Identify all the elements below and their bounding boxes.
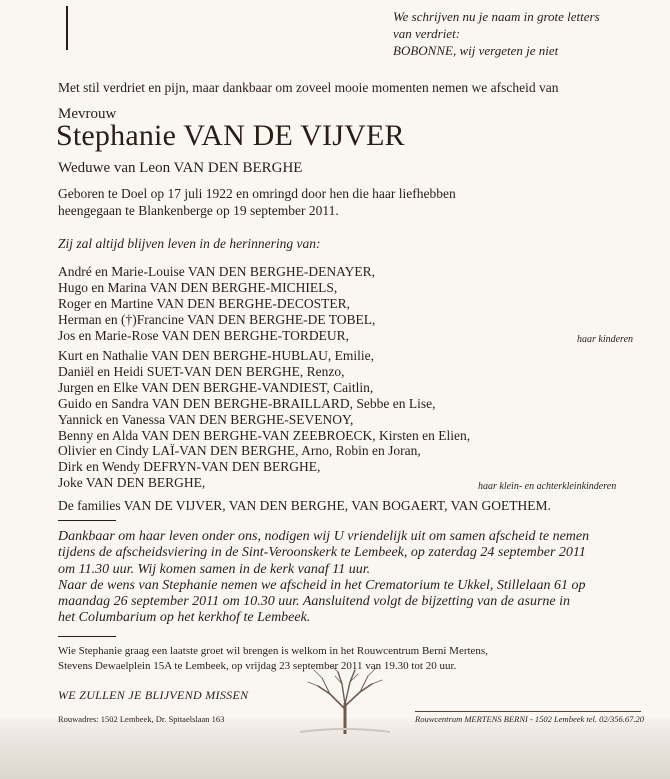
list-item: Hugo en Marina VAN DEN BERGHE-MICHIELS, [58,279,338,295]
poem-quote [393,8,600,59]
list-item: Roger en Martine VAN DEN BERGHE-DECOSTER, [58,295,350,311]
children-list [58,264,375,344]
ceremony-line: maandag 26 september 2011 om 10.30 uur. Aansluitend volgt de bijzetting van de asurne in [58,594,570,610]
birth-death-text [58,185,456,219]
visitation-text [58,644,488,673]
ceremony-line: Dankbaar om haar leven onder ons, nodigen wij U vriendelijk uit om samen afscheid te nemen [58,529,590,544]
deceased-name: Stephanie VAN DE VIJVER [56,119,405,152]
closing-line: WE ZULLEN JE BLIJVEND MISSEN [58,688,249,702]
families-line: De families VAN DE VIJVER, VAN DEN BERGHE, VAN BOGAERT, VAN GOETHEM. [58,498,551,513]
quote-line: van verdriet: [393,26,461,41]
divider [58,636,116,637]
list-item: Joke VAN DEN BERGHE, [58,475,206,491]
funeral-home-info: Rouwcentrum MERTENS BERNI - 1502 Lembeek tel. 02/356.67.20 [415,714,644,724]
list-item: Olivier en Cindy LAÏ-VAN DEN BERGHE, Arno, Robin en Joran, [58,443,421,459]
born-line: heengegaan te Blankenberge op 19 september 2011. [58,203,339,218]
list-item: Yannick en Vanessa VAN DEN BERGHE-SEVENOY, [58,411,354,427]
list-item: Jos en Marie-Rose VAN DEN BERGHE-TORDEUR, [58,327,349,343]
ceremony-text [58,529,589,627]
quote-line: BOBONNE, wij vergeten je niet [393,43,559,58]
list-item: André en Marie-Louise VAN DEN BERGHE-DENAYER, [58,264,375,279]
list-item: Herman en (†)Francine VAN DEN BERGHE-DE TOBEL, [58,311,376,327]
children-label: haar kinderen [577,334,634,345]
born-line: Geboren te Doel op 17 juli 1922 en omringd door hen die haar liefhebben [58,186,456,201]
quote-line: We schrijven nu je naam in grote letters [393,9,600,24]
list-item: Daniël en Heidi SUET-VAN DEN BERGHE, Renzo, [58,363,345,379]
title-honorific: Mevrouw [58,106,117,122]
ceremony-line: om 11.30 uur. Wij komen samen in de kerk vanaf 11 uur. [58,561,371,577]
ceremony-line: het Columbarium op het kerkhof te Lembeek. [58,610,311,626]
list-item: Benny en Alda VAN DEN BERGHE-VAN ZEEBROECK, Kirsten en Elien, [58,427,471,443]
list-item: Dirk en Wendy DEFRYN-VAN DEN BERGHE, [58,459,321,475]
ceremony-line: Naar de wens van Stephanie nemen we afscheid in het Crematorium te Ukkel, Stillelaan 61 op [58,577,586,593]
grandchildren-label: haar klein- en achterkleinkinderen [478,481,617,492]
ceremony-line: tijdens de afscheidsviering in de Sint-Veroonskerk te Lembeek, op zaterdag 24 september 2011 [58,545,586,561]
list-item: Kurt en Nathalie VAN DEN BERGHE-HUBLAU, Emilie, [58,348,374,363]
list-item: Jurgen en Elke VAN DEN BERGHE-VANDIEST, Caitlin, [58,379,374,395]
list-item: Guido en Sandra VAN DEN BERGHE-BRAILLARD, Sebbe en Lise, [58,395,436,411]
mourning-address: Rouwadres: 1502 Lembeek, Dr. Spitaelslaan 163 [58,714,225,724]
intro-text: Met stil verdriet en pijn, maar dankbaar om zoveel mooie momenten nemen we afscheid van [58,80,559,95]
grandchildren-list [58,348,470,491]
divider [415,711,641,712]
divider [58,520,116,521]
tree-image [300,664,390,734]
visit-line: Wie Stephanie graag een laatste groet wil brengen is welkom in het Rouwcentrum Berni Mertens, [58,645,488,657]
decorative-bar [66,6,68,50]
widow-line: Weduwe van Leon VAN DEN BERGHE [58,160,303,176]
remembrance-heading: Zij zal altijd blijven leven in de herinnering van: [58,236,321,251]
visit-line: Stevens Dewaelplein 15A te Lembeek, op vrijdag 23 september 2011 van 19.30 tot 20 uur. [58,659,457,672]
